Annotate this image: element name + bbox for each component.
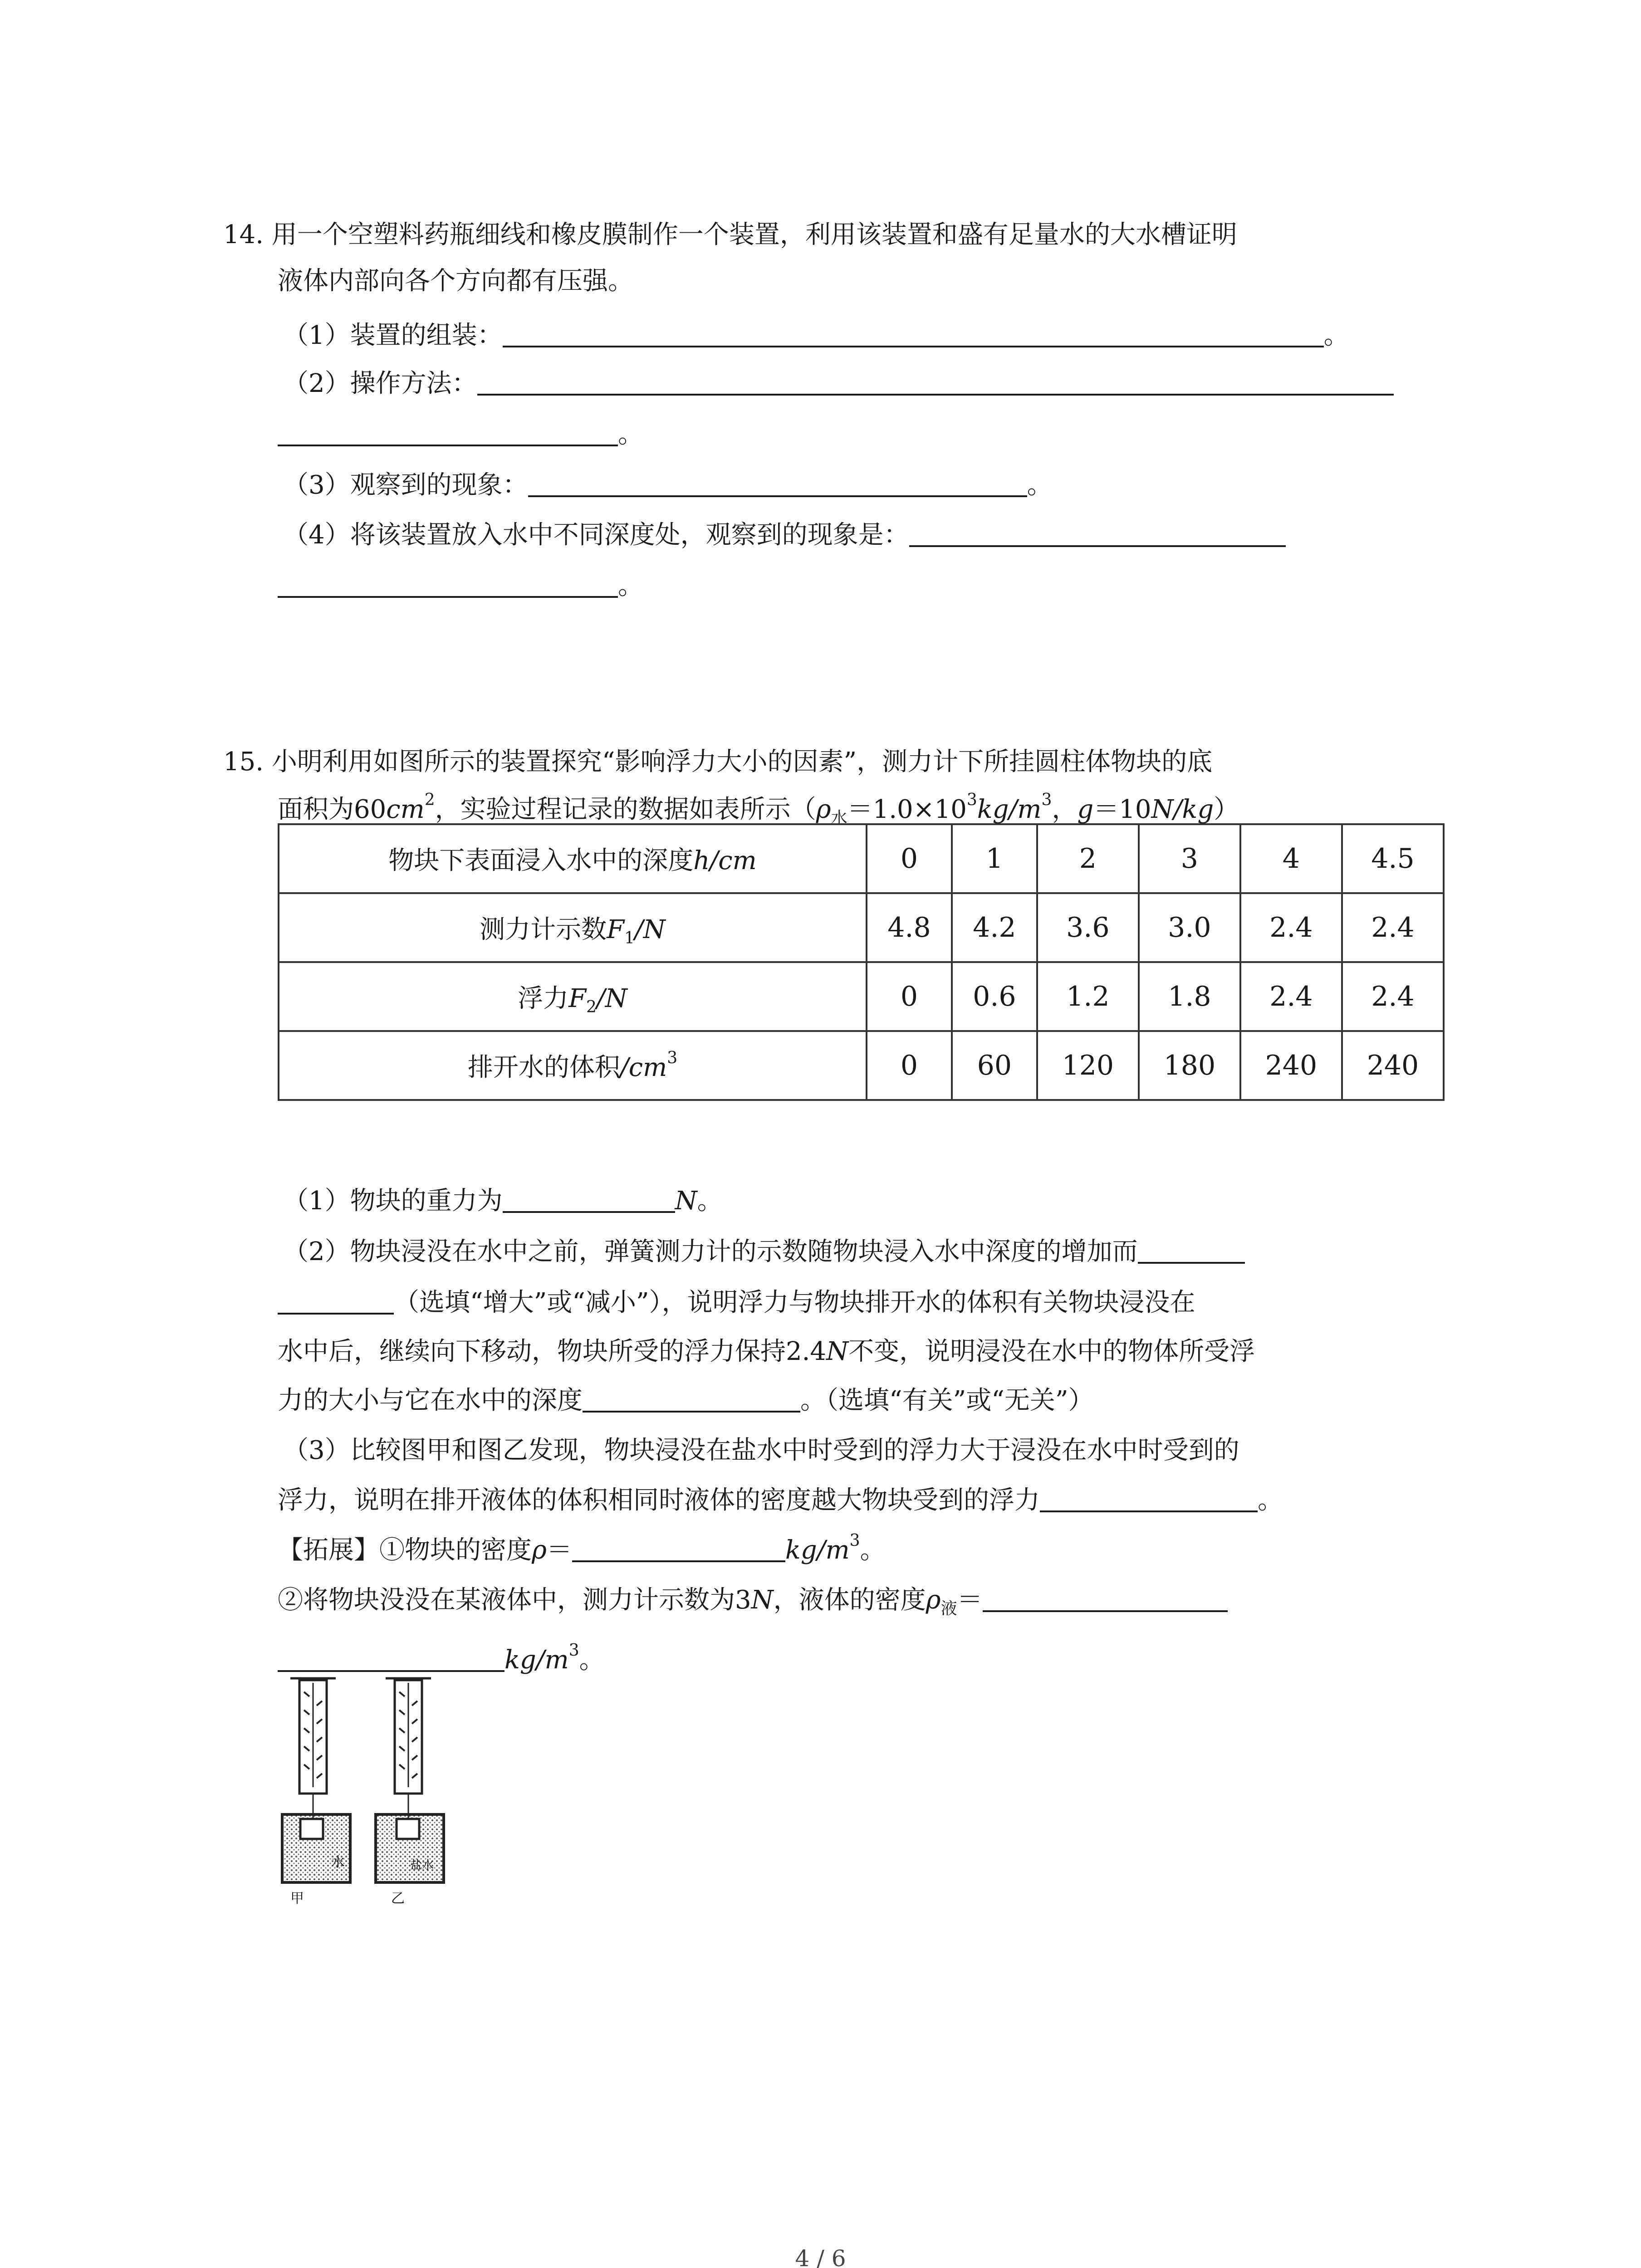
- q15-ext2-cont: [278, 1642, 605, 1678]
- q14-part4-end: 。: [618, 571, 643, 601]
- q15-stem-cm: cm: [386, 795, 425, 824]
- table-row: [279, 893, 1444, 962]
- q15-sub2-unit: N: [826, 1337, 849, 1366]
- table-cell: 4: [1240, 824, 1342, 893]
- q15-sub2-blank1-cont: [278, 1286, 394, 1315]
- q15-sub3-line2: [278, 1482, 1283, 1519]
- q15-stem-nkg: N/kg: [1151, 795, 1214, 824]
- q15-ext1-sup: 3: [849, 1531, 860, 1550]
- q15-sub2-line1: [283, 1234, 1245, 1270]
- beaker-b: [376, 1814, 444, 1882]
- table-row-label: [279, 962, 867, 1031]
- q14-part3: [283, 467, 1053, 503]
- experiment-figure: [272, 1674, 508, 1919]
- table-row-label: [279, 893, 867, 962]
- table-cell: 1.2: [1037, 962, 1139, 1031]
- q15-ext2-unit-n: N: [751, 1585, 774, 1615]
- q14-part4-blank: [909, 518, 1286, 547]
- beaker-b-tag: 盐水: [410, 1858, 434, 1872]
- data-table: [278, 823, 1445, 1101]
- q15-stem-g-value: ＝10: [1093, 795, 1151, 824]
- row-label-unit: /N: [596, 984, 627, 1013]
- beaker-a-tag: 水: [331, 1854, 345, 1870]
- q15-stem-kgm: kg/m: [977, 795, 1042, 824]
- q15-sub2-line4: [278, 1383, 1094, 1419]
- table-cell: 3: [1139, 824, 1240, 893]
- q14-part1-label: （1）装置的组装：: [283, 321, 503, 350]
- q15-sub1-unit: N: [675, 1186, 697, 1216]
- q15-stem-sup3a: 3: [966, 791, 977, 809]
- table-cell: 120: [1037, 1031, 1139, 1100]
- q15-stem-rho: ρ: [816, 795, 831, 824]
- table-cell: 2: [1037, 824, 1139, 893]
- table-cell: 2.4: [1240, 893, 1342, 962]
- table-cell: 2.4: [1342, 962, 1444, 1031]
- q15-sub2-blank2: [583, 1383, 800, 1413]
- q14-part4: [283, 517, 1286, 553]
- q14-part2-blank2: [278, 417, 618, 446]
- q15-ext2-text: ②将物块没没在某液体中，测力计示数为3: [278, 1585, 751, 1615]
- q15-sub3-end: 。: [1258, 1486, 1283, 1515]
- q14-part1: [283, 318, 1349, 354]
- q15-sub1-end: 。: [697, 1186, 723, 1216]
- q14-stem-line2: 液体内部向各个方向都有压强。: [278, 266, 633, 296]
- q15-ext1-eq: ＝: [546, 1535, 572, 1565]
- table-cell: 1.8: [1139, 962, 1240, 1031]
- q15-sub1-blank: [503, 1184, 675, 1213]
- q15-stem-rho-sub: 水: [831, 809, 847, 827]
- row-label-unit: /N: [634, 915, 666, 944]
- table-cell: 3.6: [1037, 893, 1139, 962]
- table-cell: 0: [867, 962, 952, 1031]
- row-label-sub: 1: [624, 929, 635, 948]
- q15-ext2-blank: [983, 1583, 1228, 1612]
- row-label-text: 物块下表面浸入水中的深度: [388, 846, 694, 875]
- figure-label-b: 乙: [391, 1891, 405, 1906]
- q15-stem-text: ，实验过程记录的数据如表所示（: [435, 795, 816, 824]
- q15-sub2-line2: [278, 1285, 1195, 1321]
- table-row: [279, 824, 1444, 893]
- table-cell: 4.8: [867, 893, 952, 962]
- q15-sub1-text: （1）物块的重力为: [283, 1186, 503, 1216]
- q15-stem-density-value: ＝1.0×10: [847, 795, 967, 824]
- table-row: [279, 962, 1444, 1031]
- table-cell: 60: [952, 1031, 1037, 1100]
- q15-sub3-line1: （3）比较图甲和图乙发现，物块浸没在盐水中时受到的浮力大于浸没在水中时受到的: [283, 1436, 1239, 1465]
- table-cell: 240: [1342, 1031, 1444, 1100]
- q15-sub2-line3: [278, 1334, 1255, 1370]
- table-cell: 0.6: [952, 962, 1037, 1031]
- q15-sub2-text3: 水中后，继续向下移动，物块所受的浮力保持2.4: [278, 1337, 827, 1366]
- q15-stem-g: g: [1077, 795, 1094, 824]
- q14-part3-blank: [528, 468, 1027, 497]
- q15-sub3-text: 浮力，说明在排开液体的体积相同时液体的密度越大物块受到的浮力: [278, 1486, 1040, 1515]
- table-row-label: [279, 1031, 867, 1100]
- q15-stem-line1: 15. 小明利用如图所示的装置探究“影响浮力大小的因素”，测力计下所挂圆柱体物块的底: [223, 747, 1213, 777]
- q15-stem-comma: ，: [1052, 795, 1078, 824]
- q15-sub2-blank1: [1138, 1235, 1245, 1264]
- q15-ext1-rho: ρ: [532, 1535, 547, 1565]
- q14-part2: [283, 366, 1394, 402]
- table-row-label: [279, 824, 867, 893]
- table-cell: 3.0: [1139, 893, 1240, 962]
- table-cell: 0: [867, 1031, 952, 1100]
- q15-ext2-end: 。: [579, 1645, 605, 1675]
- row-label-text: 排开水的体积: [467, 1053, 620, 1082]
- page-number: 4 / 6: [795, 2245, 846, 2268]
- q15-ext2-unit: kg/m: [505, 1645, 569, 1675]
- row-label-unit: /cm: [710, 846, 757, 875]
- q15-stem-sup3b: 3: [1041, 791, 1052, 809]
- q14-part2-label: （2）操作方法：: [283, 369, 477, 398]
- q15-ext1-end: 。: [860, 1535, 886, 1565]
- q15-ext1-blank: [572, 1533, 785, 1562]
- row-label-var: F: [568, 984, 587, 1013]
- q15-ext2: [278, 1582, 1228, 1618]
- q15-ext2-rho-sub: 液: [941, 1599, 957, 1618]
- row-label-text: 浮力: [518, 984, 569, 1013]
- figure-label-a: 甲: [290, 1891, 304, 1906]
- table-cell: 2.4: [1240, 962, 1342, 1031]
- q15-ext1-text: 【拓展】①物块的密度: [278, 1535, 532, 1565]
- q15-sub3-blank: [1040, 1483, 1258, 1512]
- row-label-sup: 3: [667, 1049, 678, 1067]
- q15-sub2-text5: 力的大小与它在水中的深度: [278, 1386, 583, 1415]
- q14-part2-blank: [477, 367, 1394, 396]
- q15-ext2-eq: ＝: [957, 1585, 983, 1615]
- row-label-unit: /cm: [620, 1053, 667, 1082]
- q14-part4-cont: [278, 568, 643, 604]
- spring-scale-b: [386, 1678, 431, 1819]
- table-cell: 4.5: [1342, 824, 1444, 893]
- q14-part1-blank: [503, 318, 1324, 347]
- q14-part4-label: （4）将该装置放入水中不同深度处，观察到的现象是：: [283, 520, 909, 550]
- q15-stem-sup2: 2: [424, 791, 435, 809]
- q14-part1-end: 。: [1323, 321, 1349, 350]
- q15-ext2-sup: 3: [568, 1641, 579, 1660]
- q14-part3-label: （3）观察到的现象：: [283, 470, 528, 500]
- beaker-a: [282, 1814, 350, 1882]
- q15-stem-line2: [278, 792, 1239, 828]
- q15-ext2-rho: ρ: [926, 1585, 941, 1615]
- q14-part3-end: 。: [1027, 470, 1053, 500]
- q15-sub2-text2: （选填“增大”或“减小”），说明浮力与物块排开水的体积有关物块浸没在: [394, 1288, 1195, 1317]
- q15-sub2-text1: （2）物块浸没在水中之前，弹簧测力计的示数随物块浸入水中深度的增加而: [283, 1237, 1138, 1266]
- row-label-var: h: [693, 846, 710, 875]
- q15-sub1: [283, 1183, 723, 1219]
- q14-part2-cont: [278, 416, 643, 453]
- q15-stem-close: ）: [1214, 795, 1239, 824]
- row-label-var: F: [607, 915, 625, 944]
- table-cell: 2.4: [1342, 893, 1444, 962]
- q15-ext1: [278, 1532, 886, 1569]
- q14-part4-blank2: [278, 569, 618, 598]
- q15-ext1-unit: kg/m: [785, 1535, 850, 1565]
- q15-sub2-text4: 不变，说明浸没在水中的物体所受浮: [848, 1337, 1255, 1366]
- table-cell: 0: [867, 824, 952, 893]
- q15-sub2-text6: 。（选填“有关”或“无关”）: [800, 1386, 1094, 1415]
- table-cell: 240: [1240, 1031, 1342, 1100]
- table-cell: 4.2: [952, 893, 1037, 962]
- row-label-text: 测力计示数: [480, 915, 607, 944]
- q15-stem-area: 面积为60: [278, 795, 387, 824]
- row-label-sub: 2: [586, 998, 597, 1017]
- q14-part2-end: 。: [618, 420, 643, 449]
- table-cell: 1: [952, 824, 1037, 893]
- q14-stem-line1: 14. 用一个空塑料药瓶细线和橡皮膜制作一个装置，利用该装置和盛有足量水的大水槽证明: [223, 220, 1237, 249]
- table-cell: 180: [1139, 1031, 1240, 1100]
- spring-scale-a: [290, 1678, 336, 1819]
- q15-ext2-text2: ，液体的密度: [773, 1585, 926, 1615]
- table-row: [279, 1031, 1444, 1100]
- q15-ext2-blank2: [278, 1643, 505, 1672]
